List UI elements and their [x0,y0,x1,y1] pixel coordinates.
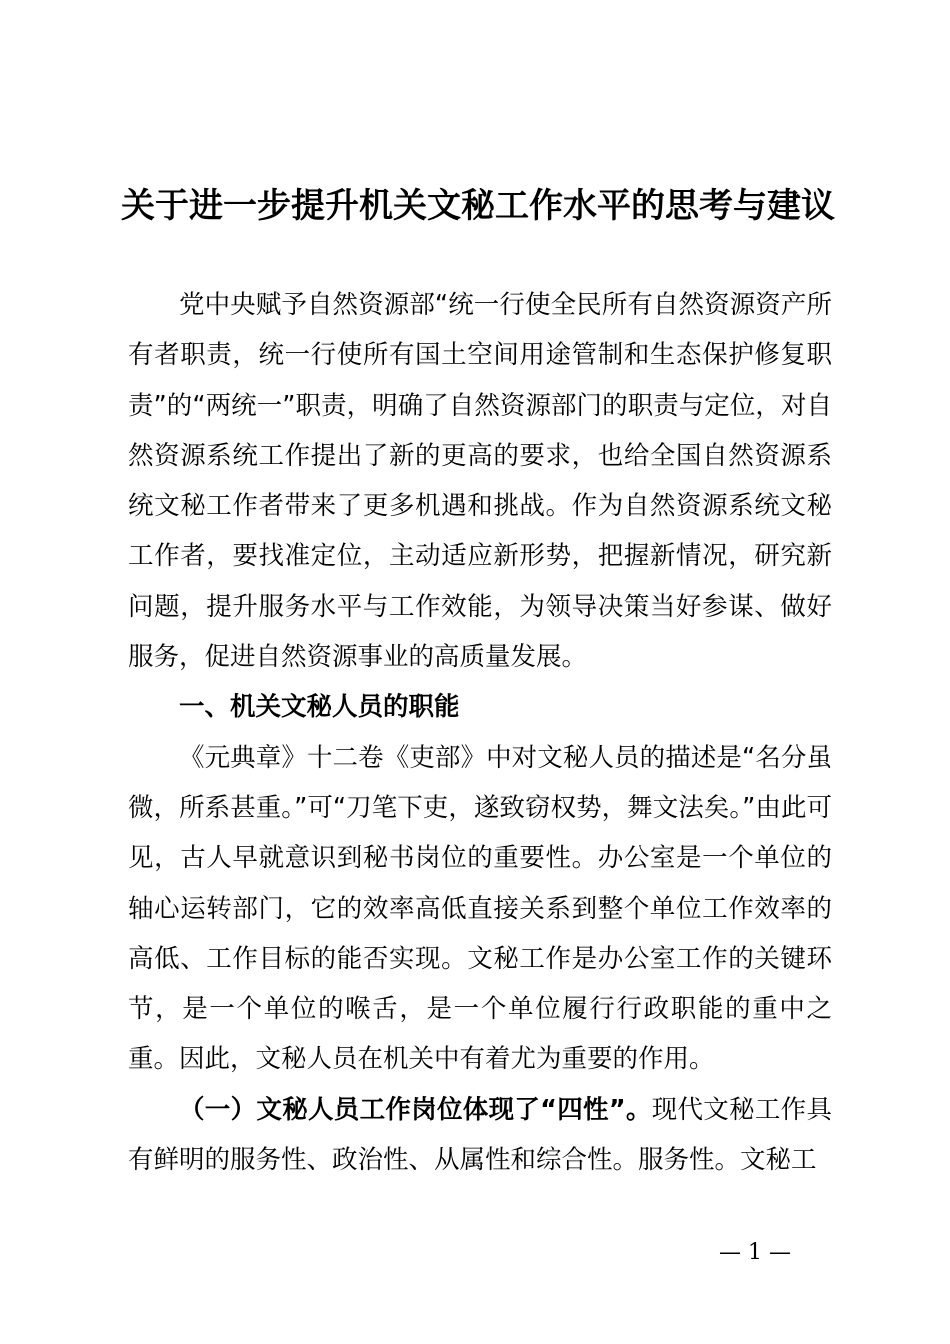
body-paragraph: 《元典章》十二卷《吏部》中对文秘人员的描述是“名分虽微，所系甚重。”可“刀笔下吏，遂致窃权势，舞文法矣。”由此可见，古人早就意识到秘书岗位的重要性。办公室是一个单位的轴心运转部门，它的效率高低直接关系到整个单位工作效率的高低、工作目标的能否实现。文秘工作是办公室工作的关键环节，是一个单位的喉舌，是一个单位履行行政职能的重中之重。因此，文秘人员在机关中有着尤为重要的作用。 [128,742,832,1075]
section-heading: 一、机关文秘人员的职能 [179,692,460,723]
intro-paragraph: 党中央赋予自然资源部“统一行使全民所有自然资源资产所有者职责，统一行使所有国土空间用途管制和生态保护修复职责”的“两统一”职责，明确了自然资源部门的职责与定位，对自然资源系统工作提出了新的更高的要求，也给全国自然资源系统文秘工作者带来了更多机遇和挑战。作为自然资源系统文秘工作者，要找准定位，主动适应新形势，把握新情况，研究新问题，提升服务水平与工作效能，为领导决策当好参谋、做好服务，促进自然资源事业的高质量发展。 [128,290,832,673]
subsection-text: 现代文秘工作具有鲜明的服务性、政治性、从属性和综合性。服务性。文秘工 [128,1094,832,1176]
document-body [128,280,832,1185]
subsection-lead: （一）文秘人员工作岗位体现了“四性”。 [179,1094,652,1125]
page-number: — 1 — [719,1240,791,1265]
document-title: 关于进一步提升机关文秘工作水平的思考与建议 [121,186,835,226]
subsection-paragraph [128,1085,832,1186]
